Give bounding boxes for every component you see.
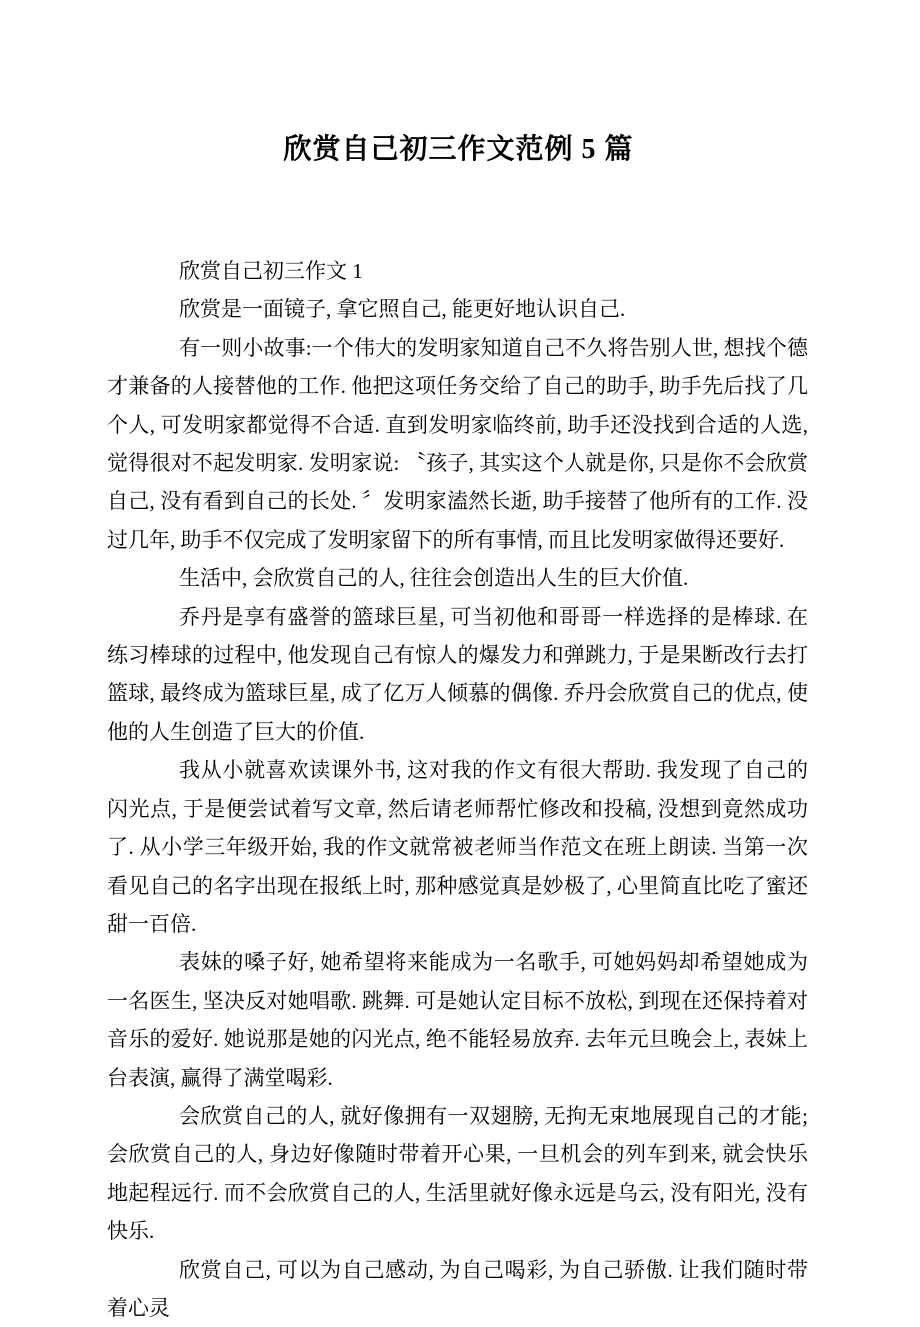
paragraph: 我从小就喜欢读课外书, 这对我的作文有很大帮助. 我发现了自己的闪光点, 于是便尝试着写文章, 然后请老师帮忙修改和投稿, 没想到竟然成功了. 从小学三年级开始, 我的作文就常被老师当作范文在班上朗读. 当第一次看见自己的名字出现在报纸上时, 那种感觉真是妙极了, 心里简直比吃了蜜还甜一百倍.	[107, 758, 808, 936]
paragraph-section-heading: 欣赏自己初三作文 1	[179, 259, 363, 283]
paragraph: 有一则小故事:一个伟大的发明家知道自己不久将告别人世, 想找个德才兼备的人接替他的工作. 他把这项任务交给了自己的助手, 助手先后找了几个人, 可发明家都觉得不合适. 直到发明家临终前, 助手还没找到合适的人选, 觉得很对不起发明家. 发明家说: 〝孩子, 其实这个人就是你, 只是你不会欣赏自己, 没有看到自己的长处. 〞发明家溘然长逝, 助手接替了他所有的工作. 没过几年, 助手不仅完成了发明家留下的所有事情, 而且比发明家做得还要好.	[107, 335, 808, 552]
paragraph: 欣赏是一面镜子, 拿它照自己, 能更好地认识自己.	[179, 297, 626, 322]
paragraph: 会欣赏自己的人, 就好像拥有一双翅膀, 无拘无束地展现自己的才能;会欣赏自己的人, 身边好像随时带着开心果, 一旦机会的列车到来, 就会快乐地起程远行. 而不会欣赏自己的人, 生活里就好像永远是乌云, 没有阳光, 没有快乐.	[107, 1103, 808, 1244]
document-title: 欣赏自己初三作文范例 5 篇	[283, 134, 634, 165]
paragraph: 乔丹是享有盛誉的篮球巨星, 可当初他和哥哥一样选择的是棒球. 在练习棒球的过程中, 他发现自己有惊人的爆发力和弹跳力, 于是果断改行去打篮球, 最终成为篮球巨星, 成了亿万人倾慕的偶像. 乔丹会欣赏自己的优点, 使他的人生创造了巨大的价值.	[107, 604, 808, 744]
paragraph: 欣赏自己, 可以为自己感动, 为自己喝彩, 为自己骄傲. 让我们随时带着心灵	[107, 1257, 808, 1320]
document-body	[107, 252, 808, 1327]
paragraph: 表妹的嗓子好, 她希望将来能成为一名歌手, 可她妈妈却希望她成为一名医生, 坚决反对她唱歌. 跳舞. 可是她认定目标不放松, 到现在还保持着对音乐的爱好. 她说那是她的闪光点, 绝不能轻易放弃. 去年元旦晚会上, 表妹上台表演, 赢得了满堂喝彩.	[107, 950, 808, 1090]
paragraph: 生活中, 会欣赏自己的人, 往往会创造出人生的巨大价值.	[179, 566, 689, 591]
